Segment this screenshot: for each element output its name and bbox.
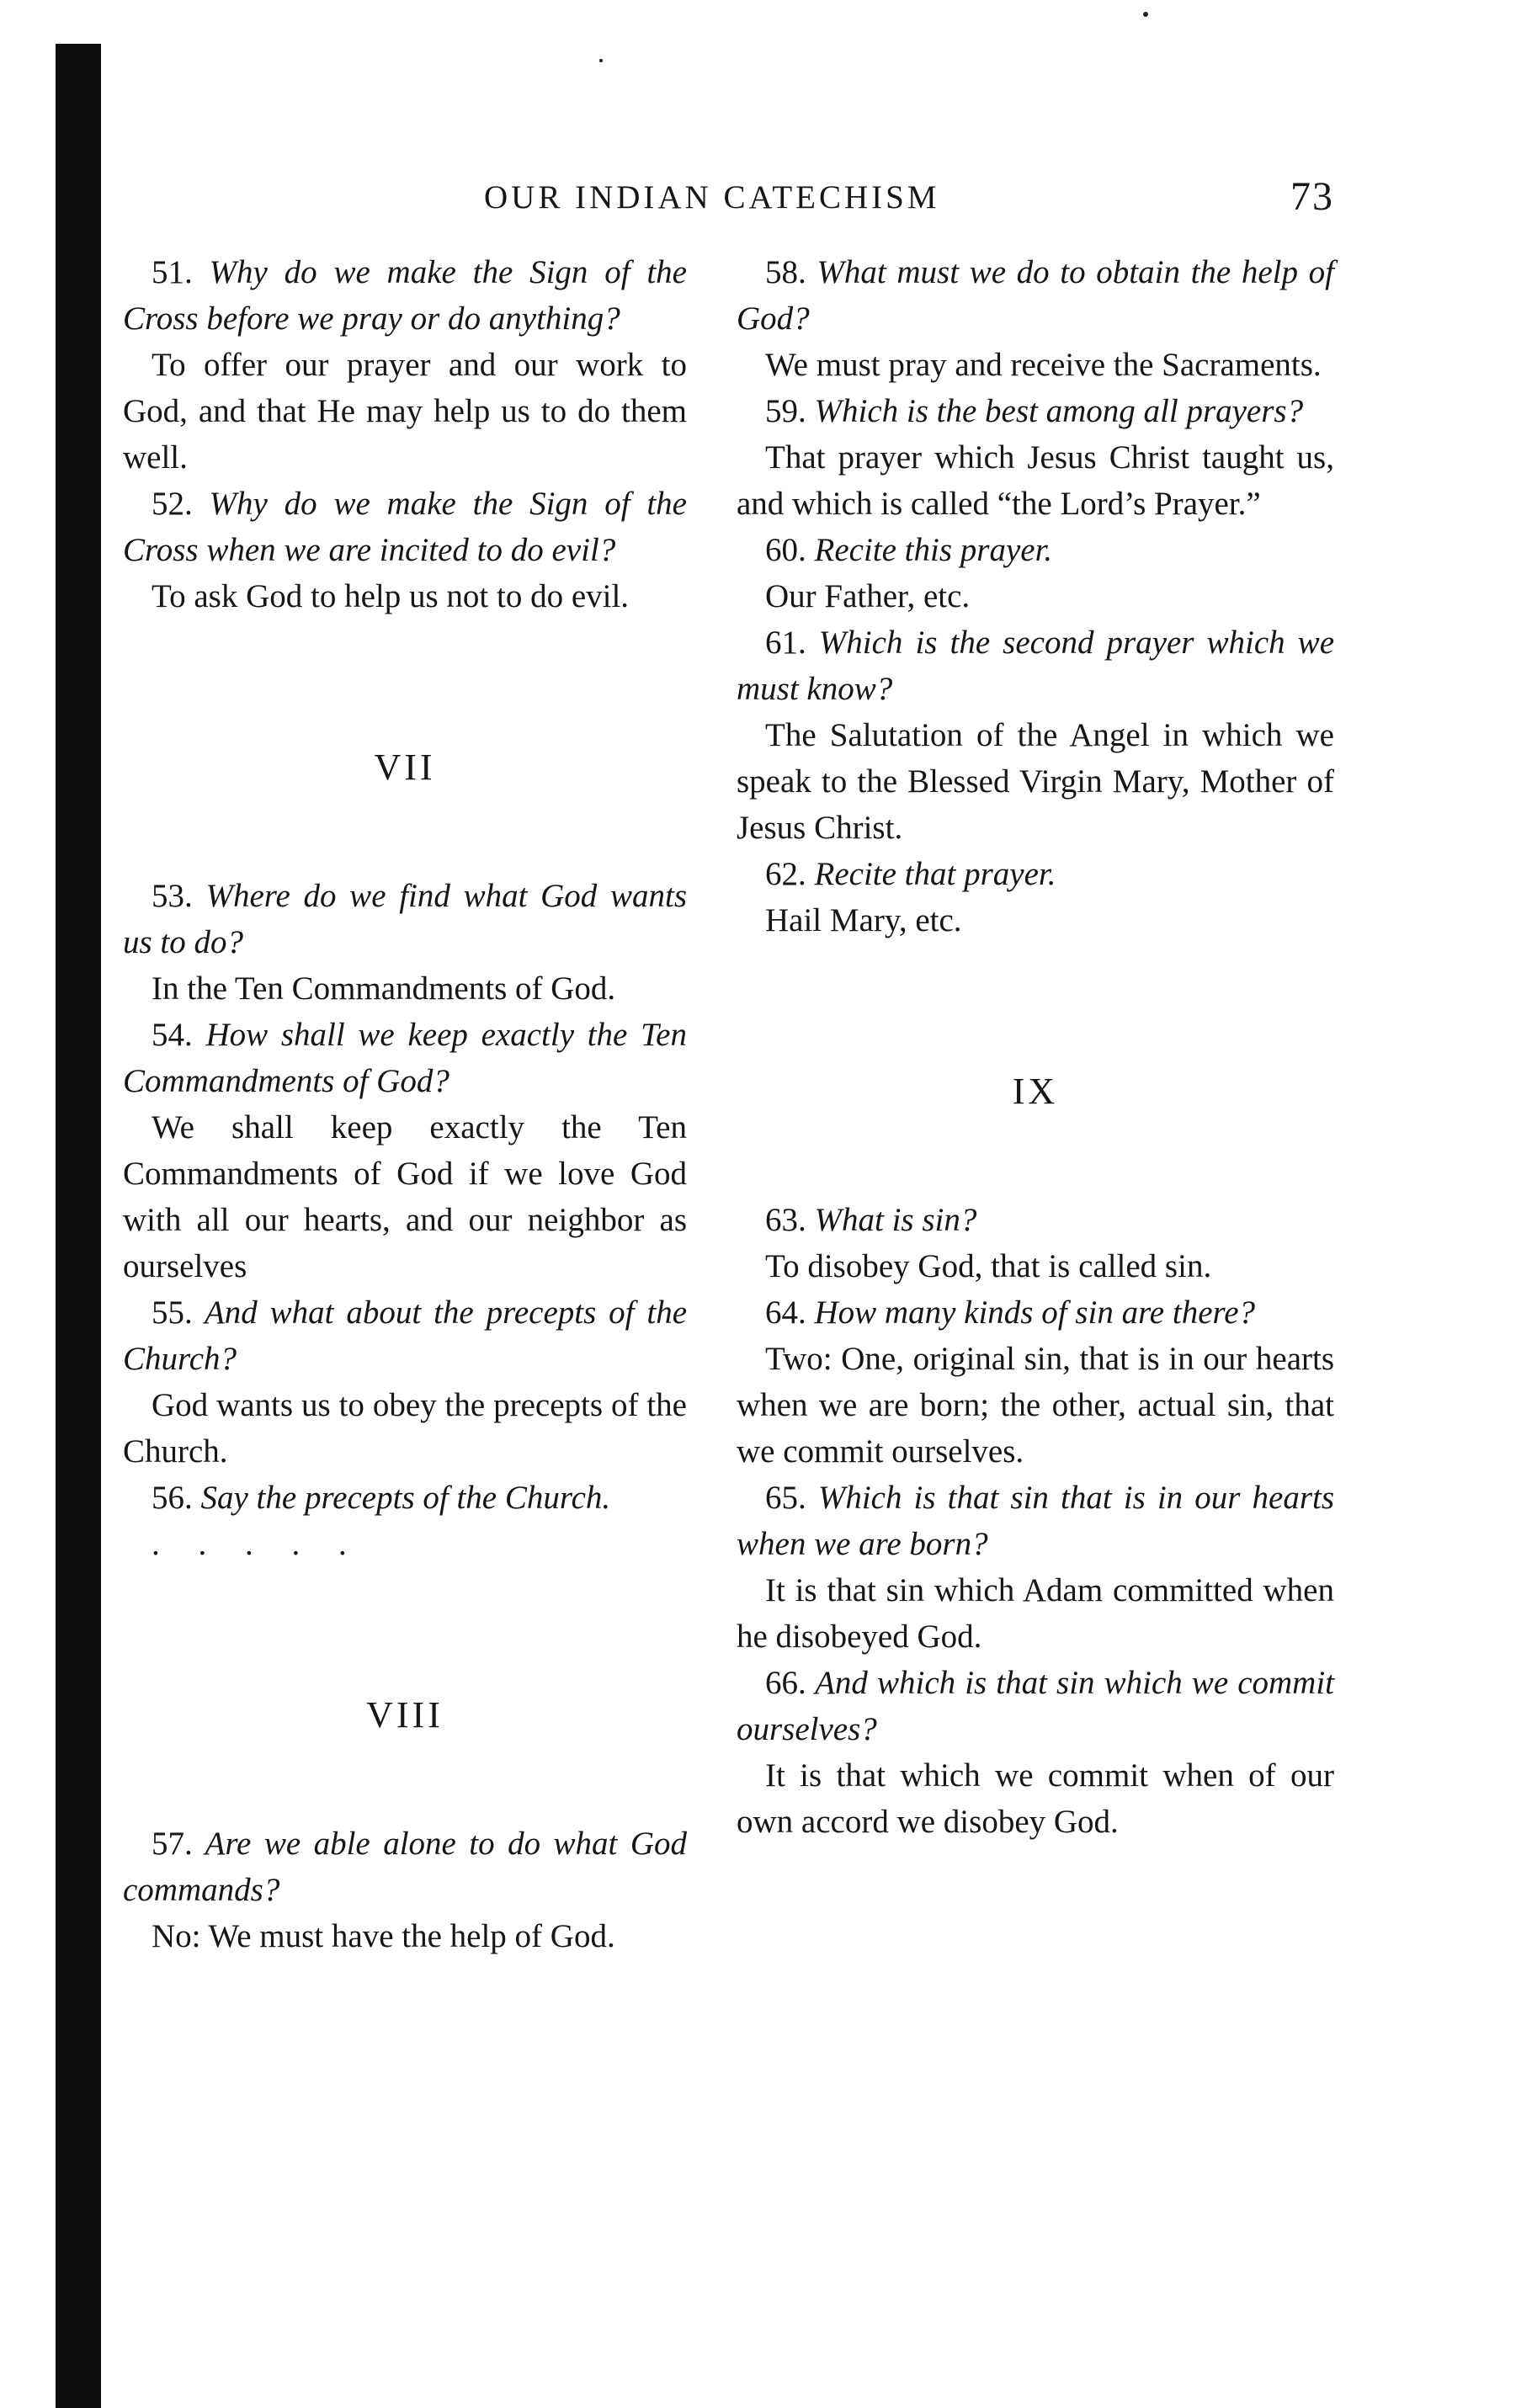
section-heading-ix: IX [1012, 1071, 1059, 1112]
question-56 [123, 1475, 687, 1521]
question-number: 59. [765, 393, 806, 429]
answer-59: That prayer which Jesus Christ taught us, and which is called “the Lord’s Prayer.” [737, 439, 1334, 522]
question-51 [123, 249, 687, 342]
section-heading-viii: VIII [366, 1694, 444, 1736]
question-number: 64. [765, 1294, 806, 1331]
question-52 [123, 481, 687, 573]
answer-61: The Salutation of the Angel in which we speak to the Blessed Virgin Mary, Mother of Jesus Christ. [737, 717, 1334, 846]
question-64 [737, 1289, 1334, 1336]
question-text: Recite that prayer. [814, 856, 1056, 892]
question-65 [737, 1475, 1334, 1567]
question-61 [737, 619, 1334, 712]
question-text: How many kinds of sin are there? [814, 1294, 1256, 1331]
question-number: 57. [152, 1826, 193, 1862]
print-speck [599, 59, 603, 62]
print-speck [1143, 12, 1148, 17]
answer-54: We shall keep exactly the Ten Commandments of God if we love God with all our hearts, and our neighbor as ourselves [123, 1109, 687, 1284]
question-text: Are we able alone to do what God commands? [123, 1826, 687, 1908]
question-text: What must we do to obtain the help of God? [737, 254, 1335, 337]
question-62 [737, 851, 1334, 897]
question-number: 60. [765, 532, 806, 568]
question-63 [737, 1197, 1334, 1243]
answer-52: To ask God to help us not to do evil. [152, 578, 630, 614]
question-54 [123, 1012, 687, 1104]
question-60 [737, 527, 1334, 573]
answer-51: To offer our prayer and our work to God, and that He may help us to do them well. [123, 347, 687, 476]
omitted-precepts-ellipsis: . . . . . [152, 1526, 362, 1562]
question-number: 62. [765, 856, 806, 892]
question-number: 63. [765, 1202, 806, 1238]
question-58 [737, 249, 1334, 342]
question-text: Which is the best among all prayers? [814, 393, 1304, 429]
question-59 [737, 388, 1334, 434]
header-title: OUR INDIAN CATECHISM [484, 179, 940, 215]
answer-55: God wants us to obey the precepts of the Church. [123, 1387, 687, 1470]
question-66 [737, 1660, 1334, 1752]
answer-63: To disobey God, that is called sin. [765, 1248, 1212, 1284]
question-text: And what about the precepts of the Church? [123, 1294, 688, 1377]
question-number: 54. [152, 1017, 193, 1053]
left-column [123, 249, 687, 1959]
question-text: What is sin? [814, 1202, 977, 1238]
answer-53: In the Ten Commandments of God. [152, 970, 616, 1007]
right-column [737, 249, 1334, 1845]
question-text: Where do we find what God wants us to do? [123, 878, 688, 960]
answer-60: Our Father, etc. [765, 578, 971, 614]
question-55 [123, 1289, 687, 1382]
page-number: 73 [1290, 174, 1334, 219]
question-53 [123, 873, 687, 965]
question-text: Say the precepts of the Church. [200, 1480, 611, 1516]
answer-65: It is that sin which Adam committed when he disobeyed God. [737, 1572, 1334, 1655]
question-57 [123, 1821, 687, 1913]
question-number: 52. [152, 486, 193, 522]
question-text: Why do we make the Sign of the Cross when we are incited to do evil? [123, 486, 687, 568]
question-text: Which is that sin that is in our hearts when we are born? [737, 1480, 1335, 1562]
question-number: 53. [152, 878, 193, 914]
question-text: How shall we keep exactly the Ten Commandments of God? [123, 1017, 687, 1099]
question-number: 66. [765, 1665, 806, 1701]
answer-57: No: We must have the help of God. [152, 1918, 615, 1954]
question-number: 55. [152, 1294, 193, 1331]
question-text: Why do we make the Sign of the Cross before we pray or do anything? [123, 254, 687, 337]
answer-66: It is that which we commit when of our own accord we disobey God. [737, 1757, 1334, 1840]
question-number: 65. [765, 1480, 806, 1516]
answer-62: Hail Mary, etc. [765, 902, 962, 938]
question-number: 58. [765, 254, 806, 290]
page-binding-edge [56, 44, 101, 2408]
question-text: Recite this prayer. [814, 532, 1053, 568]
question-number: 61. [765, 625, 806, 661]
question-number: 51. [152, 254, 193, 290]
section-heading-vii: VII [374, 747, 436, 788]
answer-64: Two: One, original sin, that is in our hearts when we are born; the other, actual sin, that we commit ourselves. [737, 1341, 1334, 1470]
question-number: 56. [152, 1480, 193, 1516]
question-text: Which is the second prayer which we must know? [737, 625, 1334, 707]
answer-58: We must pray and receive the Sacraments. [765, 347, 1322, 383]
question-text: And which is that sin which we commit ourselves? [737, 1665, 1335, 1747]
running-header [484, 174, 1334, 219]
